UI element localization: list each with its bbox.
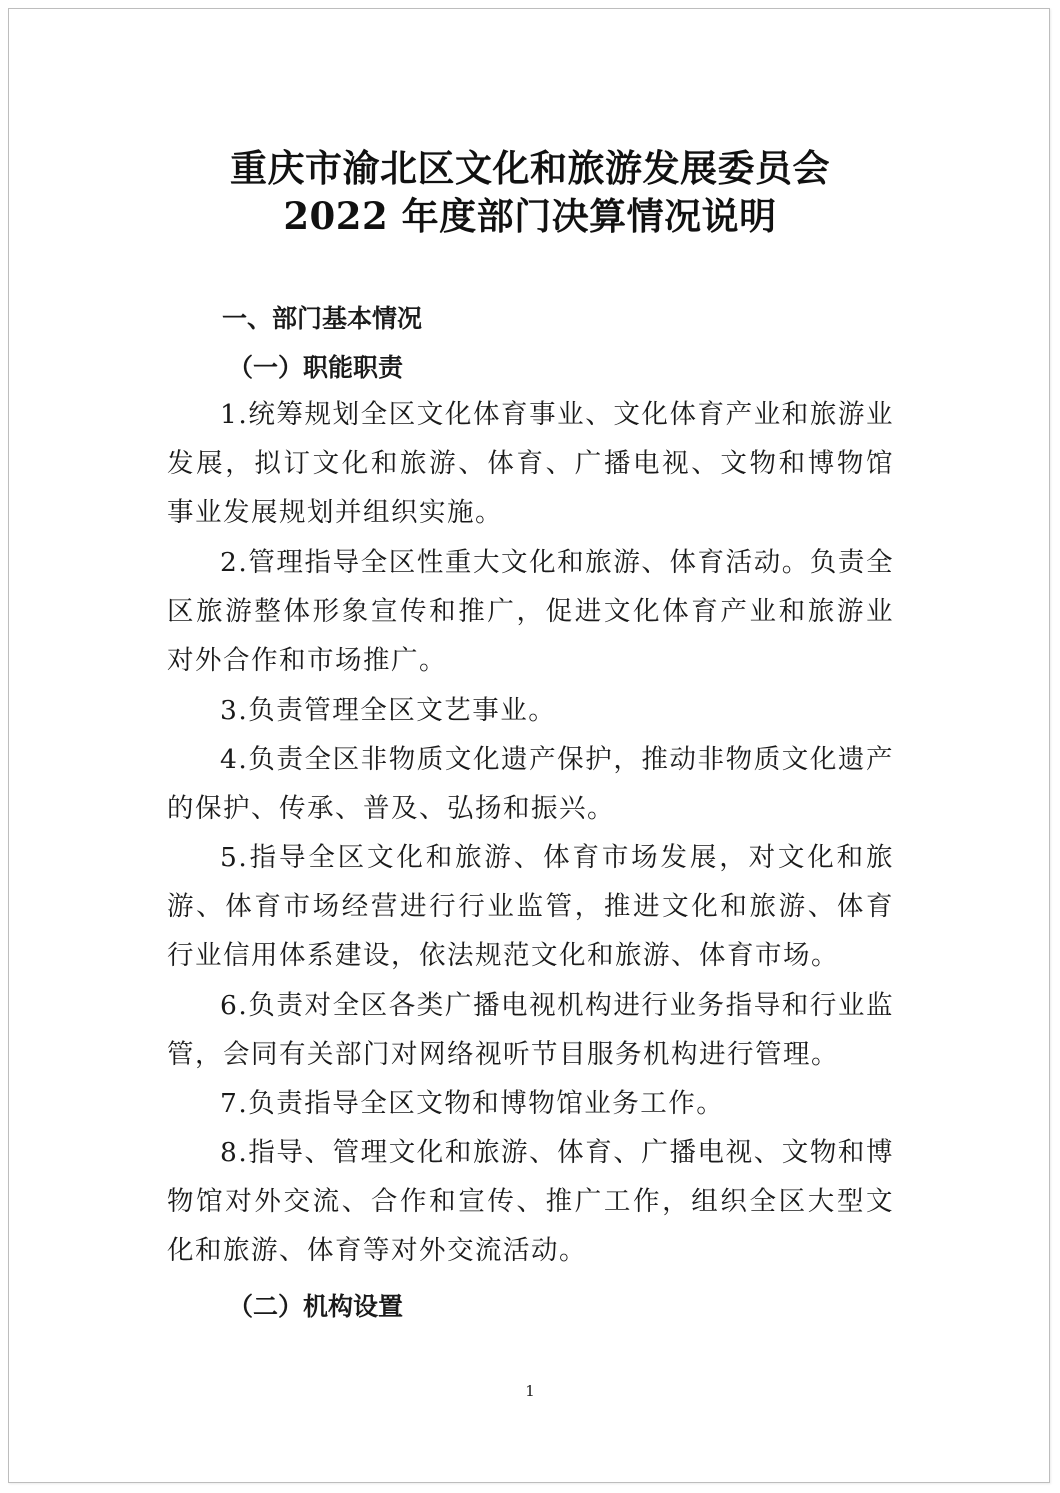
duty-paragraph-1: 1.统筹规划全区文化体育事业、文化体育产业和旅游业发展，拟订文化和旅游、体育、广播电视、文物和博物馆事业发展规划并组织实施。 [167,399,894,528]
subsection-heading-organization: （二）机构设置 [228,1292,404,1321]
subsection-heading-functions: （一）职能职责 [228,353,404,382]
duty-paragraph-2: 2.管理指导全区性重大文化和旅游、体育活动。负责全区旅游整体形象宣传和推广，促进文化体育产业和旅游业对外合作和市场推广。 [167,547,894,676]
document-title-line1: 重庆市渝北区文化和旅游发展委员会 [230,146,830,190]
duty-paragraph-5: 5.指导全区文化和旅游、体育市场发展，对文化和旅游、体育市场经营进行行业监管，推进文化和旅游、体育行业信用体系建设，依法规范文化和旅游、体育市场。 [167,842,894,971]
duty-paragraph-3: 3.负责管理全区文艺事业。 [220,695,557,726]
duty-paragraph-4: 4.负责全区非物质文化遗产保护，推动非物质文化遗产的保护、传承、普及、弘扬和振兴。 [167,744,894,824]
duty-paragraph-8: 8.指导、管理文化和旅游、体育、广播电视、文物和博物馆对外交流、合作和宣传、推广工作，组织全区大型文化和旅游、体育等对外交流活动。 [167,1137,894,1266]
duty-paragraph-6: 6.负责对全区各类广播电视机构进行业务指导和行业监管，会同有关部门对网络视听节目服务机构进行管理。 [167,990,894,1070]
document-title-line2: 2022 年度部门决算情况说明 [283,194,777,238]
section-heading-basic-info: 一、部门基本情况 [222,304,423,333]
page-number: 1 [525,1382,535,1400]
duty-paragraph-7: 7.负责指导全区文物和博物馆业务工作。 [220,1088,725,1119]
